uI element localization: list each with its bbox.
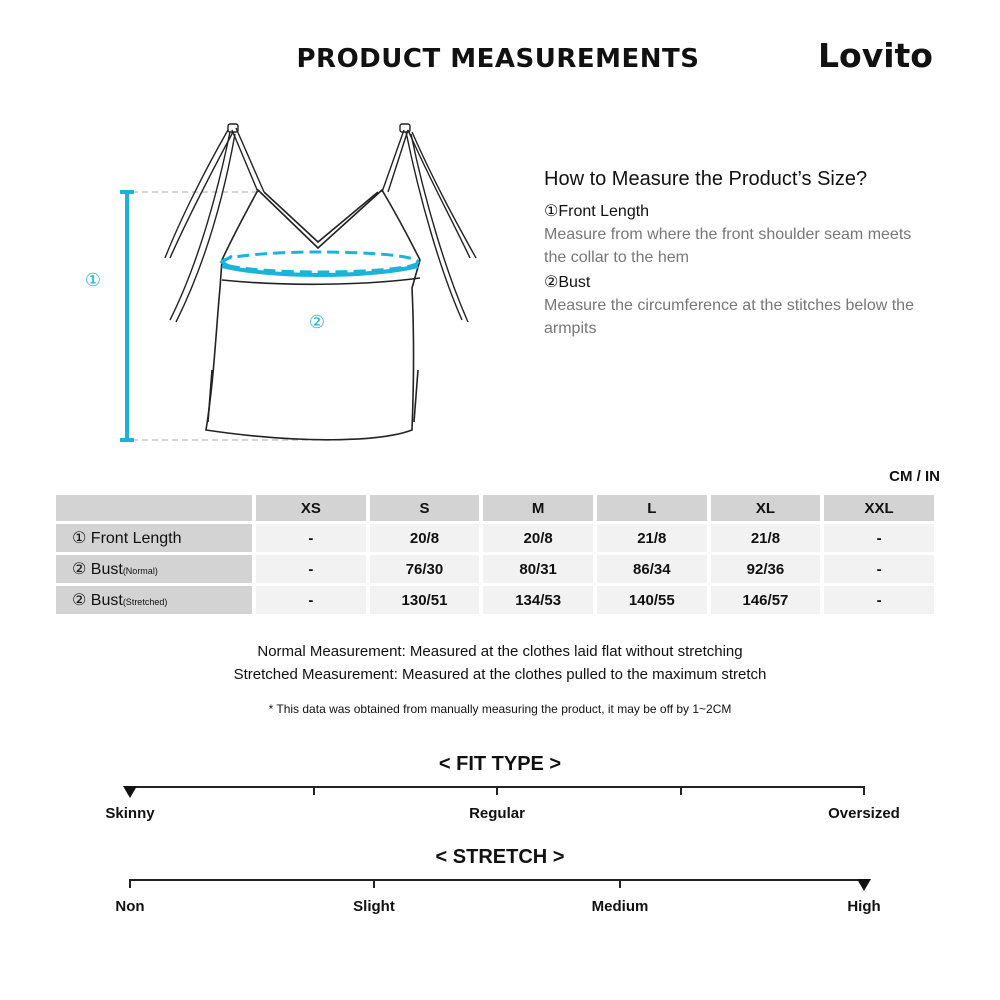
how-to-desc-bust: Measure the circumference at the stitches below the armpits	[544, 297, 914, 337]
table-row	[56, 586, 934, 614]
fit-type-label: Regular	[469, 805, 525, 822]
header-xs: XS	[256, 495, 366, 521]
stretch-label: Slight	[353, 898, 395, 915]
front-length-indicator	[120, 192, 134, 440]
marker-2: ②	[308, 312, 326, 333]
header-l: L	[597, 495, 707, 521]
table-cell: 20/8	[483, 524, 593, 552]
header-s: S	[370, 495, 480, 521]
fit-type-tick	[863, 786, 865, 795]
size-table	[52, 492, 938, 617]
stretch-tick	[373, 879, 375, 888]
page-title: PRODUCT MEASUREMENTS	[296, 44, 700, 74]
stretch-label: High	[847, 898, 881, 915]
stretch-scale	[115, 879, 881, 919]
stretch-line	[130, 879, 864, 881]
table-header-row	[56, 495, 934, 521]
stretch-selected-marker-icon	[857, 879, 871, 891]
note-normal: Normal Measurement: Measured at the clothes laid flat without stretching	[257, 643, 743, 660]
fit-type-tick	[496, 786, 498, 795]
how-to-item-front-length: ①Front Length	[544, 203, 650, 220]
fit-type-label: Skinny	[105, 805, 155, 822]
brand-logo: Lovito	[818, 36, 933, 75]
table-cell: -	[824, 555, 934, 583]
table-cell: -	[824, 524, 934, 552]
table-cell: 76/30	[370, 555, 480, 583]
table-cell: 20/8	[370, 524, 480, 552]
table-cell: -	[256, 524, 366, 552]
unit-label: CM / IN	[889, 468, 940, 485]
bust-measure-dashed	[222, 252, 418, 272]
stretch-tick	[129, 879, 131, 888]
header-xxl: XXL	[824, 495, 934, 521]
table-cell: 21/8	[711, 524, 821, 552]
header-xl: XL	[711, 495, 821, 521]
table-corner	[56, 495, 252, 521]
fit-type-tick	[313, 786, 315, 795]
table-cell: 140/55	[597, 586, 707, 614]
table-cell: 86/34	[597, 555, 707, 583]
table-cell: 21/8	[597, 524, 707, 552]
fit-type-tick	[680, 786, 682, 795]
table-cell: -	[256, 586, 366, 614]
disclaimer: * This data was obtained from manually measuring the product, it may be off by 1~2CM	[268, 702, 732, 716]
stretch-tick	[619, 879, 621, 888]
table-row	[56, 524, 934, 552]
fit-type-selected-marker-icon	[123, 786, 137, 798]
marker-1: ①	[84, 270, 102, 291]
table-cell: 80/31	[483, 555, 593, 583]
row-label-bust-normal: ② Bust(Normal)	[56, 555, 252, 583]
note-stretched: Stretched Measurement: Measured at the clothes pulled to the maximum stretch	[233, 666, 767, 683]
left-strap	[165, 124, 264, 322]
table-cell: 134/53	[483, 586, 593, 614]
table-cell: 130/51	[370, 586, 480, 614]
table-cell: 92/36	[711, 555, 821, 583]
how-to-desc-front-length: Measure from where the front shoulder seam meets the collar to the hem	[544, 226, 912, 266]
row-label-bust-stretched: ② Bust(Stretched)	[56, 586, 252, 614]
how-to-title: How to Measure the Product’s Size?	[544, 168, 868, 190]
table-cell: 146/57	[711, 586, 821, 614]
stretch-label: Medium	[591, 898, 649, 915]
fit-type-label: Oversized	[828, 805, 900, 822]
table-cell: -	[256, 555, 366, 583]
header-m: M	[483, 495, 593, 521]
table-row	[56, 555, 934, 583]
how-to-item-bust: ②Bust	[544, 274, 591, 291]
garment-diagram	[0, 100, 520, 460]
fit-type-scale	[105, 786, 900, 826]
stretch-title: < STRETCH >	[435, 846, 565, 868]
table-cell: -	[824, 586, 934, 614]
right-strap	[382, 124, 476, 322]
fit-type-title: < FIT TYPE >	[438, 753, 562, 775]
stretch-label: Non	[115, 898, 145, 915]
row-label-front-length: ① Front Length	[56, 524, 252, 552]
